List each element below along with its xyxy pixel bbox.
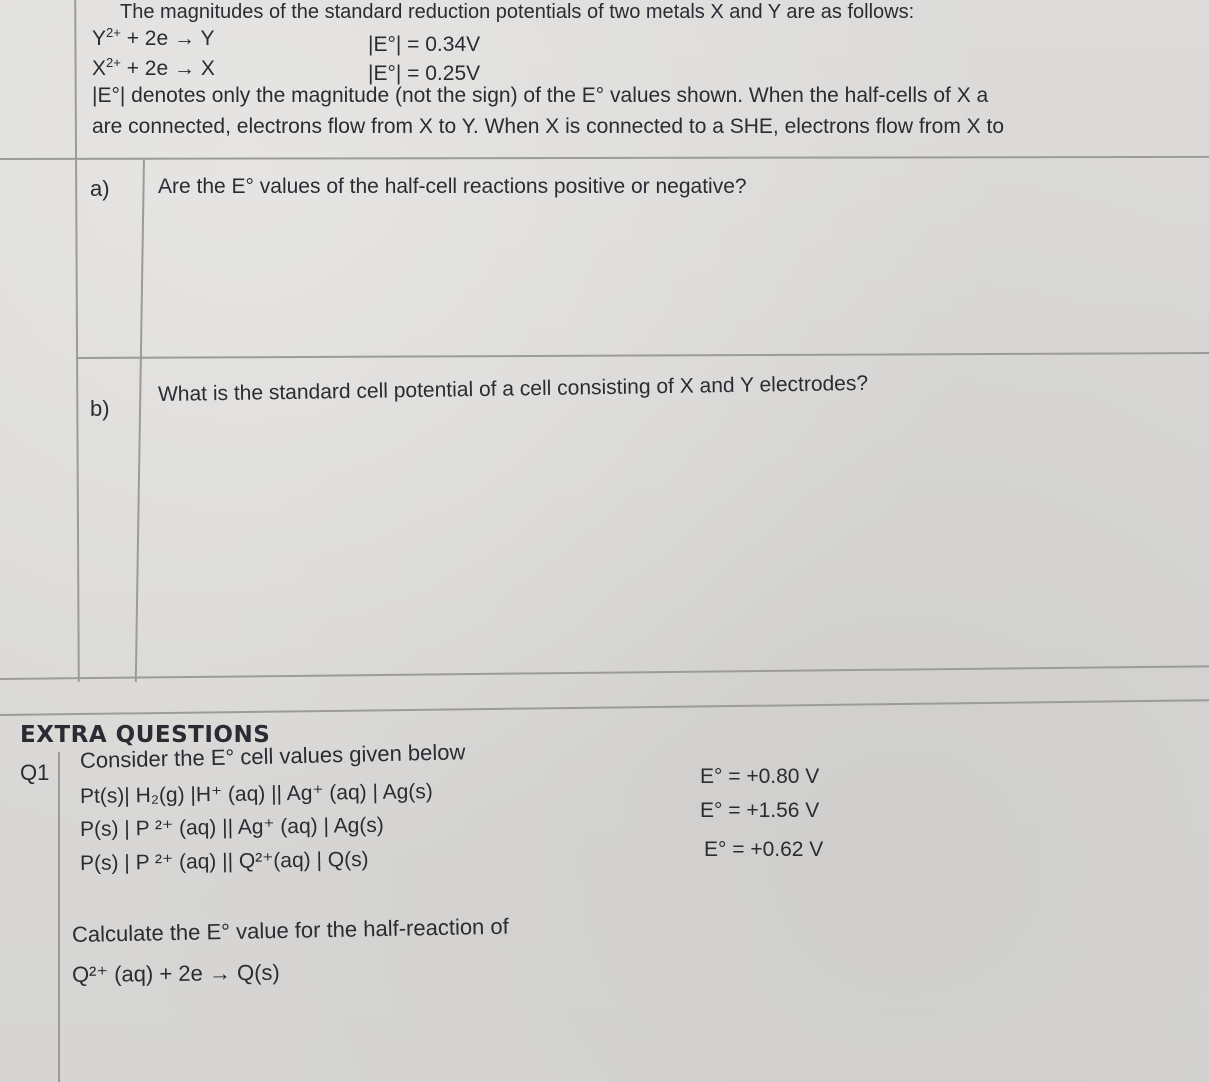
reaction-x-potential: |E°| = 0.25V bbox=[368, 62, 481, 85]
cell-value-1: E° = +0.80 V bbox=[700, 765, 820, 788]
cell-value-2: E° = +1.56 V bbox=[700, 799, 820, 822]
reaction-y-potential: |E°| = 0.34V bbox=[368, 33, 481, 56]
table-row-divider-top bbox=[0, 156, 1209, 160]
table-label-column-border bbox=[135, 158, 145, 682]
reaction-x-rest: + 2e → X bbox=[120, 57, 215, 80]
table-left-border bbox=[74, 0, 80, 682]
calculate-prompt: Calculate the E° value for the half-reaction of bbox=[71, 913, 509, 947]
cell-notation-1: Pt(s)| H₂(g) |H⁺ (aq) || Ag⁺ (aq) | Ag(s) bbox=[79, 780, 433, 808]
reaction-y-rest: + 2e → Y bbox=[120, 27, 215, 50]
extra-questions-heading: EXTRA QUESTIONS bbox=[20, 722, 271, 748]
question-a-text: Are the E° values of the half-cell reactions positive or negative? bbox=[158, 175, 747, 198]
reaction-x bbox=[92, 55, 215, 80]
reaction-y-charge: 2+ bbox=[106, 25, 121, 40]
intro-paragraph-line-2: are connected, electrons flow from X to Y. When X is connected to a SHE, electrons flow from X to bbox=[92, 115, 1005, 138]
reaction-x-species: X bbox=[92, 57, 107, 80]
cell-notation-2: P(s) | P ²⁺ (aq) || Ag⁺ (aq) | Ag(s) bbox=[79, 813, 384, 841]
reaction-y-species: Y bbox=[92, 27, 107, 50]
half-reaction: Q²⁺ (aq) + 2e → Q(s) bbox=[71, 959, 280, 987]
reaction-x-charge: 2+ bbox=[106, 55, 121, 70]
question-b-label: b) bbox=[90, 396, 110, 421]
table-row-divider-middle bbox=[76, 352, 1209, 359]
q1-label: Q1 bbox=[20, 760, 50, 785]
section-divider bbox=[0, 699, 1209, 716]
cell-value-3: E° = +0.62 V bbox=[704, 838, 824, 861]
intro-line: The magnitudes of the standard reduction potentials of two metals X and Y are as follows: bbox=[120, 1, 915, 23]
extra-left-border bbox=[58, 752, 60, 1082]
reaction-y bbox=[92, 25, 215, 50]
cell-notation-3: P(s) | P ²⁺ (aq) || Q²⁺(aq) | Q(s) bbox=[79, 847, 369, 875]
intro-paragraph-line-1: |E°| denotes only the magnitude (not the sign) of the E° values shown. When the half-cells of X a bbox=[92, 84, 989, 107]
question-a-label: a) bbox=[90, 176, 110, 201]
question-b-text: What is the standard cell potential of a cell consisting of X and Y electrodes? bbox=[157, 371, 869, 406]
table-row-divider-bottom bbox=[0, 665, 1209, 680]
q1-intro: Consider the E° cell values given below bbox=[79, 739, 466, 773]
